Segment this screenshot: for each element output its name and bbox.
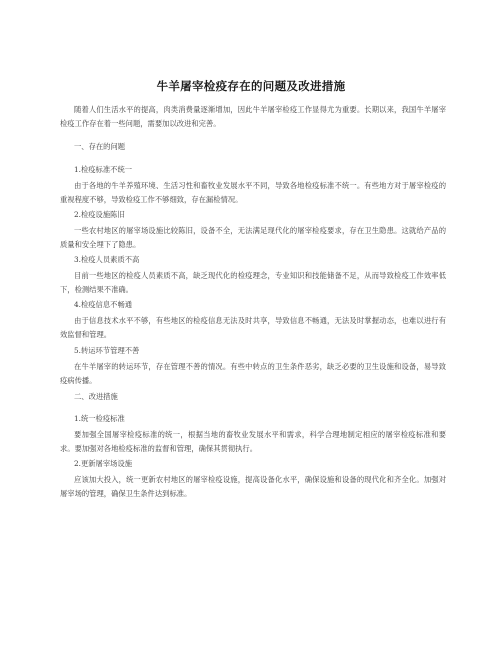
problem-text-5: 在牛羊屠宰的转运环节，存在管理不善的情况。有些中转点的卫生条件恶劣，缺乏必要的卫生设施和设备，易导致疫病传播。 bbox=[60, 362, 446, 385]
problem-heading-2: 2.检疫设施陈旧 bbox=[74, 210, 125, 219]
document-title: 牛羊屠宰检疫存在的问题及改进措施 bbox=[156, 79, 346, 93]
problem-text-1: 由于各地的牛羊养殖环境、生活习性和畜牧业发展水平不同，导致各地检疫标准不统一。有些地方对于屠宰检疫的重视程度不够，导致检疫工作不够细致，存在漏检情况。 bbox=[60, 181, 446, 204]
measure-text-2: 应该加大投入，统一更新农村地区的屠宰检疫设施，提高设备化水平，确保设施和设备的现代化和齐全化。加强对屠宰场的管理，确保卫生条件达到标准。 bbox=[60, 475, 446, 498]
intro-paragraph: 随着人们生活水平的提高，肉类消费量逐渐增加，因此牛羊屠宰检疫工作显得尤为重要。长期以来，我国牛羊屠宰检疫工作存在着一些问题，需要加以改进和完善。 bbox=[60, 105, 446, 128]
problem-text-4: 由于信息技术水平不够，有些地区的检疫信息无法及时共享，导致信息不畅通，无法及时掌握动态，也难以进行有效监督和管理。 bbox=[60, 316, 446, 339]
section-heading-measures: 二、改进措施 bbox=[74, 392, 118, 401]
problem-heading-3: 3.检疫人员素质不高 bbox=[74, 255, 140, 264]
problem-text-3: 目前一些地区的检疫人员素质不高，缺乏现代化的检疫理念，专业知识和技能储备不足，从而导致检疫工作效率低下，检测结果不准确。 bbox=[60, 271, 446, 294]
section-heading-problems: 一、存在的问题 bbox=[74, 142, 126, 151]
measure-text-1: 要加强全国屠宰检疫标准的统一，根据当地的畜牧业发展水平和需求，科学合理地制定相应的屠宰检疫标准和要求。要加强对各地检疫标准的监督和管理，确保其贯彻执行。 bbox=[60, 430, 446, 453]
problem-text-2: 一些农村地区的屠宰场设施比较陈旧，设备不全，无法满足现代化的屠宰检疫要求，存在卫生隐患。这就给产品的质量和安全埋下了隐患。 bbox=[60, 226, 446, 249]
problem-heading-1: 1.检疫标准不统一 bbox=[74, 165, 133, 174]
problem-heading-5: 5.转运环节管理不善 bbox=[74, 346, 140, 355]
measure-heading-2: 2.更新屠宰场设施 bbox=[74, 459, 133, 468]
measure-heading-1: 1.统一检疫标准 bbox=[74, 414, 125, 423]
problem-heading-4: 4.检疫信息不畅通 bbox=[74, 300, 133, 309]
